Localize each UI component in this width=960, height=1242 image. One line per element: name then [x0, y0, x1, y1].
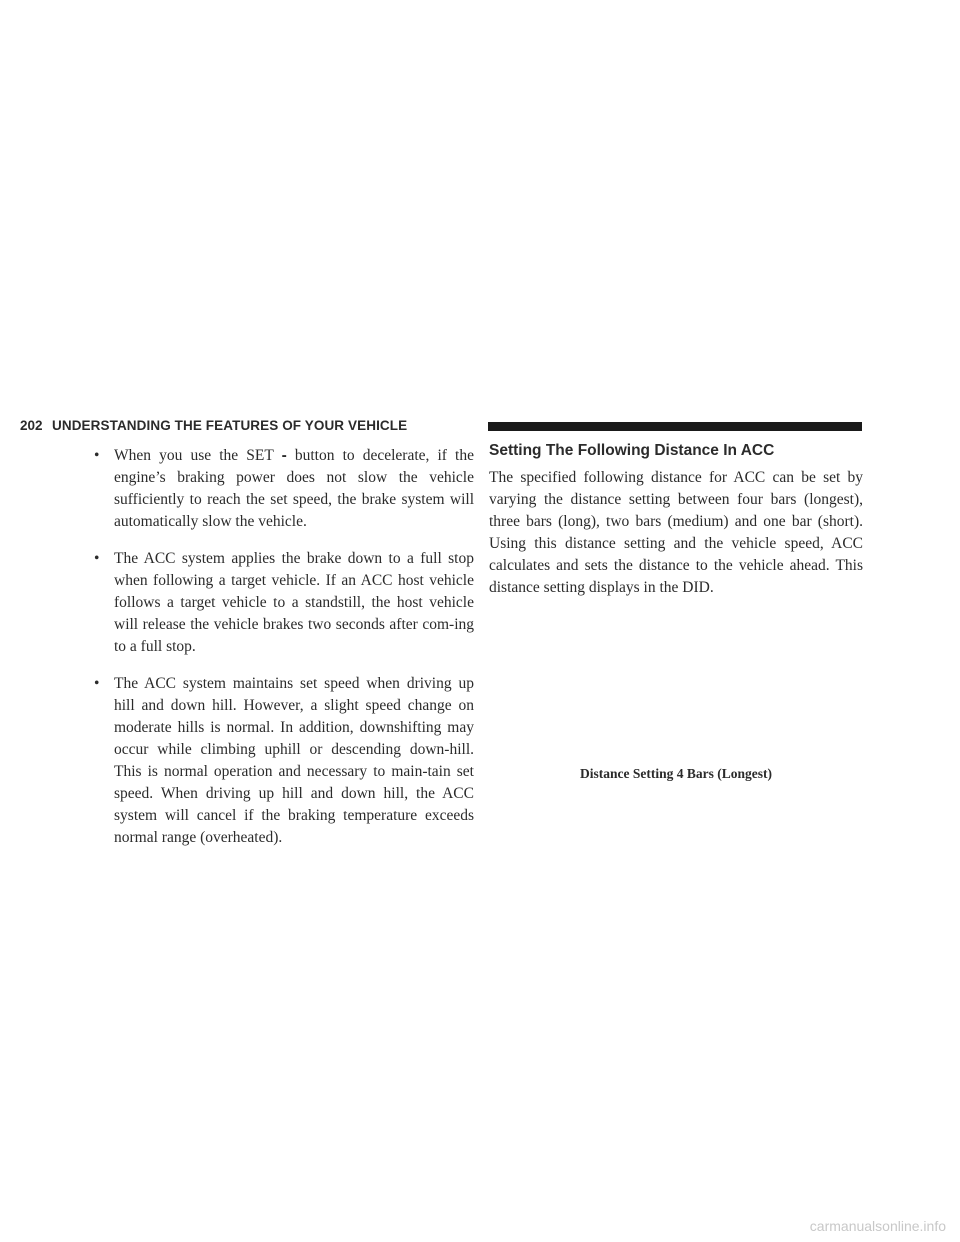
watermark: carmanualsonline.info	[809, 1218, 946, 1234]
bullet-text: The ACC system applies the brake down to a full stop when following a target vehicle. If an ACC host vehicle follows a target vehicle to a standstill, the host vehicle will release the vehicle brakes two seconds after com-ing to a full stop.	[114, 550, 474, 655]
body-paragraph: The specified following distance for ACC can be set by varying the distance setting between four bars (longest), three bars (long), two bars (medium) and one bar (short). Using this distance setting and the vehicle speed, ACC calculates and sets the distance to the vehicle ahead. This distance setting displays in the DID.	[489, 469, 863, 596]
left-column	[94, 445, 474, 864]
bullet-icon: •	[94, 675, 100, 692]
figure-caption: Distance Setting 4 Bars (Longest)	[580, 766, 772, 781]
section-title: UNDERSTANDING THE FEATURES OF YOUR VEHICLE	[52, 418, 408, 433]
bullet-text: The ACC system maintains set speed when driving up hill and down hill. However, a slight speed change on moderate hills is normal. In addition, downshifting may occur while climbing uphill or descending down-hill. This is normal operation and necessary to main-tain set speed. When driving up hill and down hill, the ACC system will cancel if the braking temperature exceeds normal range (overheated).	[114, 675, 474, 846]
header-rule-bar	[488, 422, 862, 431]
page-header	[20, 416, 862, 438]
bullet-item	[94, 445, 474, 533]
figure-image-area	[489, 598, 863, 758]
right-column	[489, 441, 863, 599]
bullet-item	[94, 548, 474, 658]
bullet-icon: •	[94, 447, 100, 464]
page-number: 202	[20, 418, 43, 433]
bullet-item	[94, 673, 474, 849]
bullet-icon: •	[94, 550, 100, 567]
bullet-text: When you use the SET - button to decelerate, if the engine’s braking power does not slow the vehicle sufficiently to reach the set speed, the brake system will automatically slow the vehicle.	[114, 447, 474, 530]
subsection-heading: Setting The Following Distance In ACC	[489, 442, 775, 459]
